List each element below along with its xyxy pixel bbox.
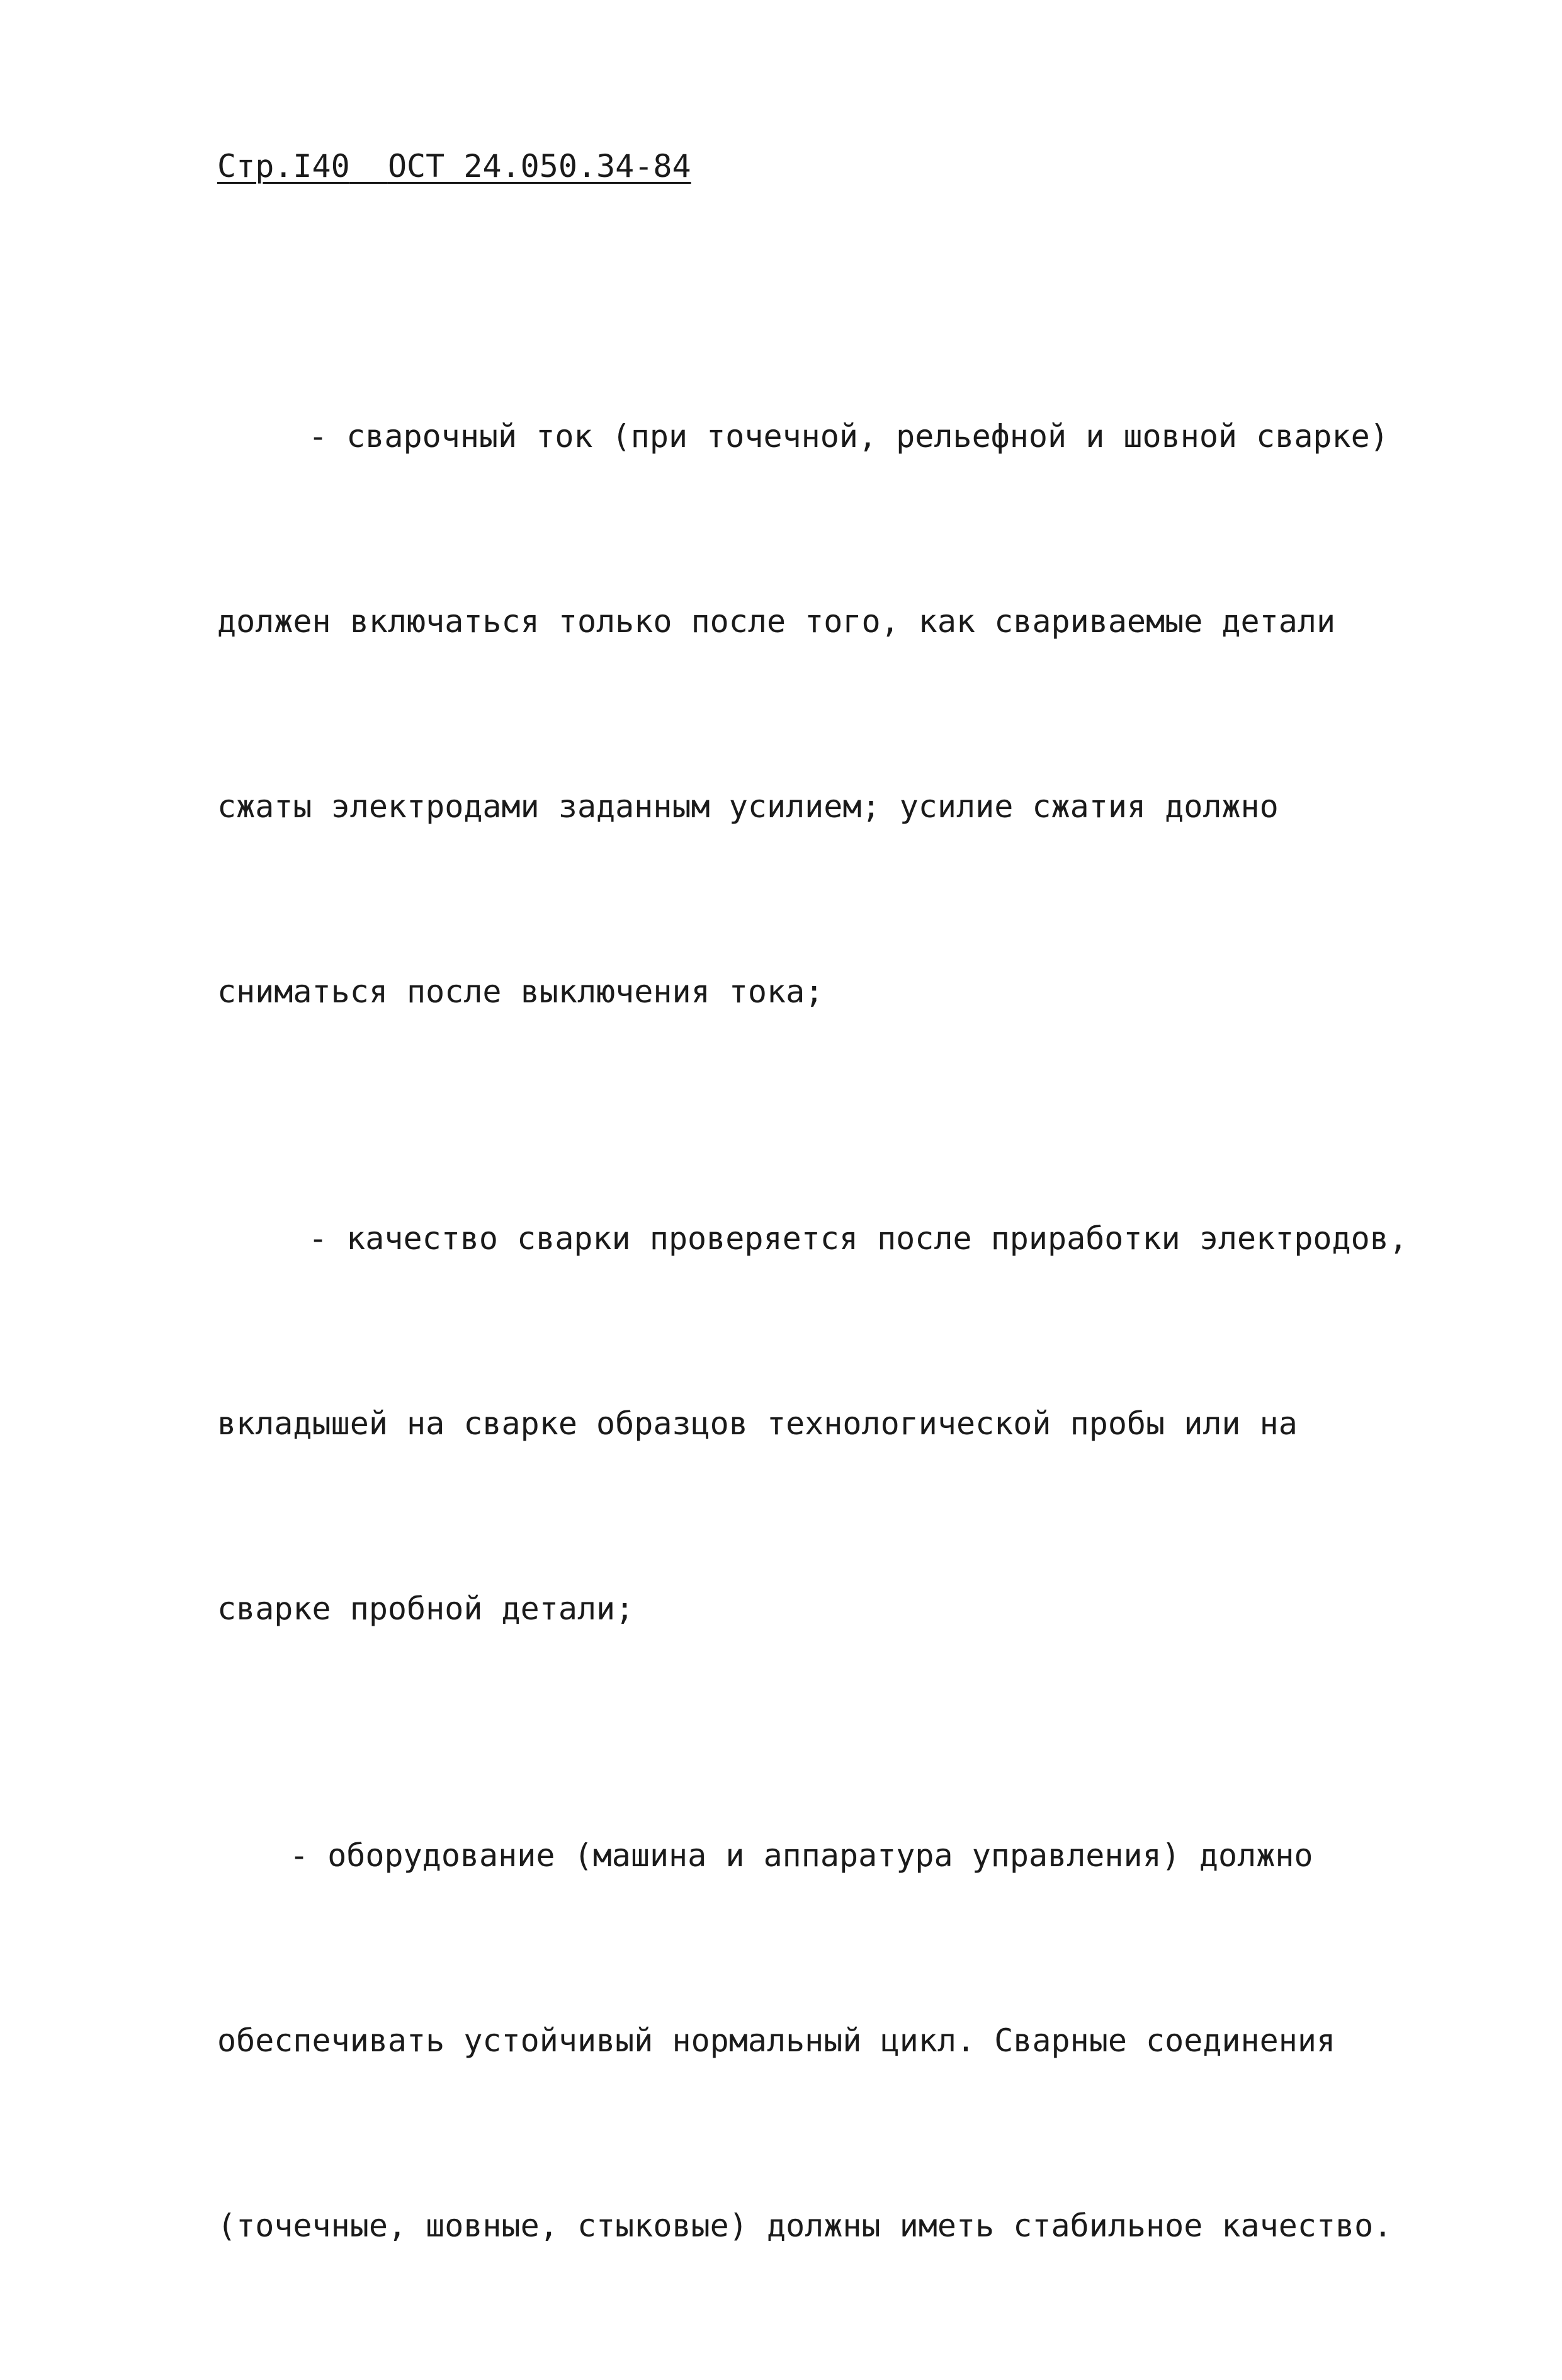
paragraph-1-line-1: - сварочный ток (при точечной, рельефной и шовной сварке) bbox=[308, 418, 1389, 455]
paragraph-2-line-1: - качество сварки проверяется после приработки электродов, bbox=[308, 1220, 1408, 1257]
paragraph-1-line-3: сжаты электродами заданным усилием; усилие сжатия должно bbox=[217, 788, 1279, 825]
paragraph-3-line-1: - оборудование (машина и аппаратура управления) должно bbox=[290, 1837, 1313, 1874]
page-header bbox=[217, 146, 691, 186]
document-code: ОСТ 24.050.34-84 bbox=[387, 148, 691, 184]
paragraph-3-line-3: (точечные, шовные, стыковые) должны иметь стабильное качество. bbox=[217, 2207, 1393, 2244]
paragraph-1-line-4: сниматься после выключения тока; bbox=[217, 973, 824, 1010]
paragraph-2-line-3: сварке пробной детали; bbox=[217, 1590, 635, 1627]
page-number: Стр.I40 bbox=[217, 148, 350, 184]
paragraph-3-line-2: обеспечивать устойчивый нормальный цикл. Сварные соединения bbox=[217, 2022, 1336, 2059]
paragraph-1-line-2: должен включаться только после того, как свариваемые детали bbox=[217, 603, 1336, 640]
document-body bbox=[217, 282, 1451, 2380]
paragraph-2-line-2: вкладышей на сварке образцов технологической пробы или на bbox=[217, 1405, 1298, 1442]
